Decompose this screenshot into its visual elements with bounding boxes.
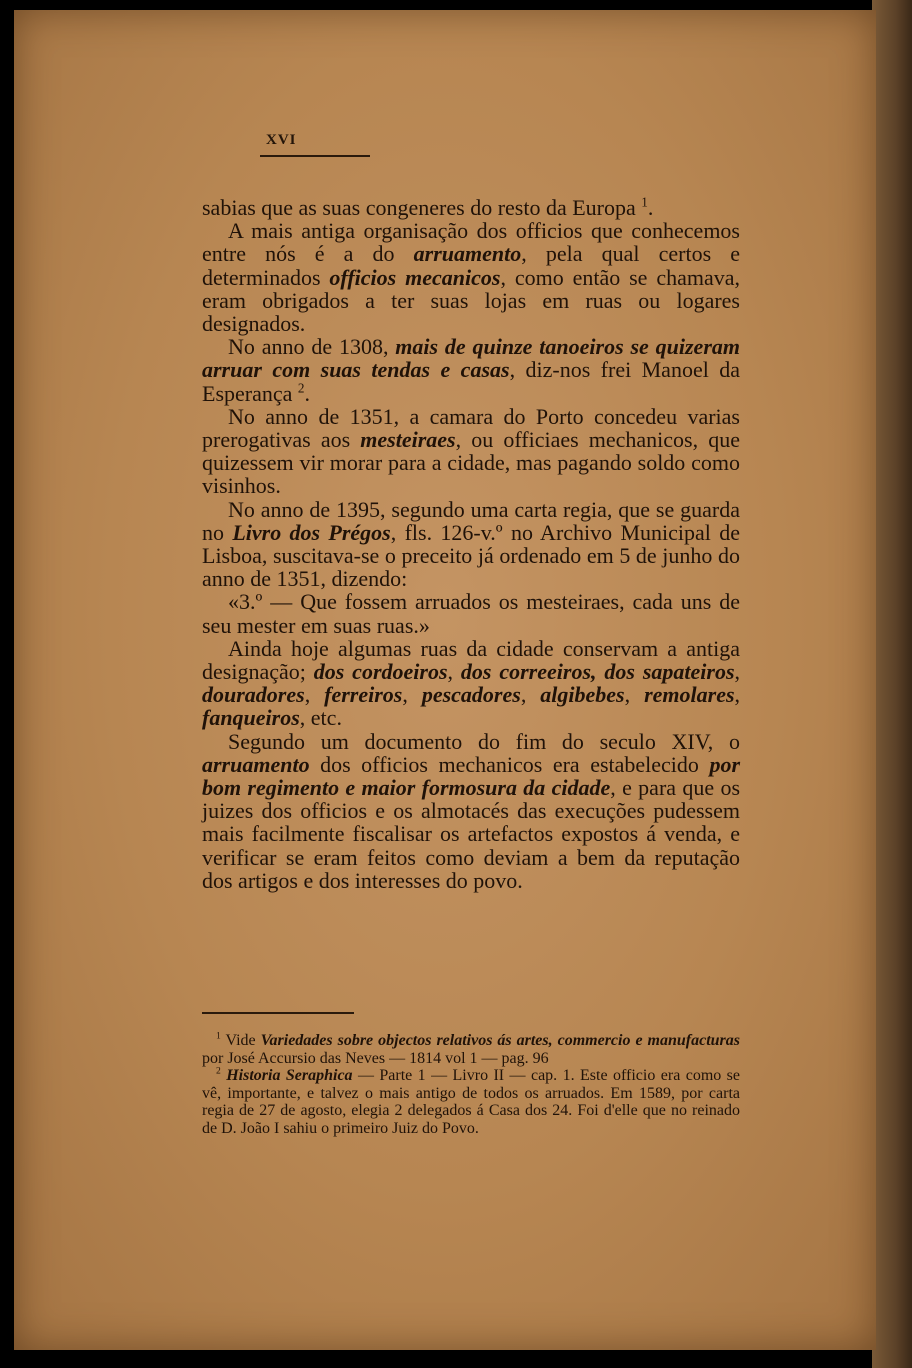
paragraph-2-text: A mais antiga organisação dos officios que conhecemos entre nós é a do — [202, 218, 740, 267]
paragraph-1-text: sabias que as suas congeneres do resto da Europa — [202, 195, 636, 220]
separator: , — [734, 659, 741, 685]
paragraph-8-italic: por bom regimento e maior formosura da cidade — [202, 751, 740, 801]
paragraph-3 — [202, 335, 740, 405]
body-text — [202, 196, 740, 892]
header-rule — [260, 155, 370, 157]
street-name: pescadores — [421, 682, 521, 708]
footnote-ref-1: 1 — [641, 194, 648, 210]
footnote-1-title: Variedades sobre objectos relativos ás artes, commercio e manufacturas — [260, 1032, 741, 1049]
paragraph-8-text: , e para que os juizes dos officios e os almotacés das execuções pudessem mais facilmente fiscalisar os artefactos expostos á venda, e verificar se eram feitos como deviam a bem da reputação dos artigos e dos interesses do povo. — [202, 775, 740, 893]
footnote-ref-2: 2 — [297, 380, 305, 396]
footnote-mark-2: 2 — [216, 1065, 221, 1077]
paragraph-7-end: , etc. — [299, 705, 342, 731]
street-name: douradores — [202, 682, 305, 708]
paragraph-8-text: Segundo um documento do fim do seculo XIV, o — [228, 728, 740, 754]
footnote-1-text: Vide — [220, 1032, 261, 1049]
page-edge-shadow — [872, 0, 912, 1368]
footnote-1 — [202, 1032, 740, 1067]
paragraph-7-text: Ainda hoje algumas ruas da cidade conservam a antiga designação; — [202, 635, 740, 685]
separator: , — [402, 682, 422, 708]
paragraph-3-end: . — [304, 380, 310, 406]
paragraph-2-italic: arruamento — [413, 241, 522, 267]
paragraph-8 — [202, 730, 740, 892]
paragraph-5-text: , fls. 126-v.º no Archivo Municipal de Lisboa, suscitava-se o preceito já ordenado em 5 de junho do anno de 1351, dizendo: — [202, 519, 740, 592]
separator: , — [734, 682, 741, 708]
footnote-1-text: por José Accursio das Neves — 1814 vol 1 — pag. 96 — [202, 1049, 549, 1067]
street-name: dos cordoeiros — [313, 659, 448, 685]
street-name: ferreiros — [324, 682, 403, 708]
paragraph-2-text: , como então se chamava, eram obrigados a ter suas lojas em ruas ou logares designados. — [202, 264, 741, 337]
paragraph-3-italic: mais de quinze tanoeiros se quizeram arruar com suas tendas e casas — [202, 334, 740, 383]
paragraph-4-text: No anno de 1351, a camara do Porto concedeu varias prerogativas aos — [202, 403, 740, 453]
paragraph-2 — [202, 219, 740, 335]
paragraph-1-end: . — [647, 195, 654, 220]
footnote-2 — [202, 1067, 740, 1137]
footnote-2-title: Historia Seraphica — [226, 1067, 353, 1085]
paragraph-6-quote: «3.º — Que fossem arruados os mesteiraes, cada uns de seu mester em suas ruas.» — [202, 589, 740, 638]
separator: , — [624, 682, 645, 708]
footnote-mark-1: 1 — [216, 1030, 221, 1042]
footnote-2-text: — Parte 1 — Livro II — cap. 1. Este officio era como se vê, importante, e talvez o mais antigo de todos os arruados. Em 1589, por carta regia de 27 de agosto, elegia 2 delegados á Casa dos 24. Foi d'elle que no reinado de D. João I sahiu o primeiro Juiz do Povo. — [202, 1067, 741, 1137]
separator: , — [520, 682, 541, 708]
paragraph-5-text: No anno de 1395, segundo uma carta regia, que se guarda no — [202, 496, 740, 545]
paragraph-8-text: dos officios mechanicos era estabelecido — [309, 751, 710, 777]
paragraph-4-italic: mesteiraes — [360, 427, 456, 453]
footnote-rule — [202, 1012, 354, 1014]
paragraph-3-text: No anno de 1308, — [228, 334, 396, 360]
paragraph-1 — [202, 196, 740, 219]
paragraph-5-italic: Livro dos Prégos — [232, 519, 391, 545]
street-name: remolares — [644, 682, 735, 708]
separator: , — [304, 682, 325, 708]
footnotes — [202, 1032, 740, 1138]
paragraph-2-italic: officios mecanicos — [329, 264, 501, 290]
paragraph-8-italic: arruamento — [202, 751, 310, 777]
paragraph-3-text: , diz-nos frei Manoel da Esperança — [202, 357, 741, 406]
paragraph-2-text: , pela qual certos e determinados — [202, 241, 741, 290]
paragraph-4-text: , ou officiaes mechanicos, que quizessem vir morar para a cidade, mas pagando soldo como visinhos. — [202, 427, 740, 499]
paragraph-7 — [202, 637, 740, 730]
street-name: dos correeiros, dos sapateiros — [460, 659, 735, 685]
paragraph-5 — [202, 498, 740, 591]
street-name: algibebes — [540, 682, 625, 708]
page-number: XVI — [266, 132, 297, 148]
street-name: fanqueiros — [202, 705, 300, 731]
paragraph-4 — [202, 405, 740, 498]
separator: , — [447, 659, 461, 685]
